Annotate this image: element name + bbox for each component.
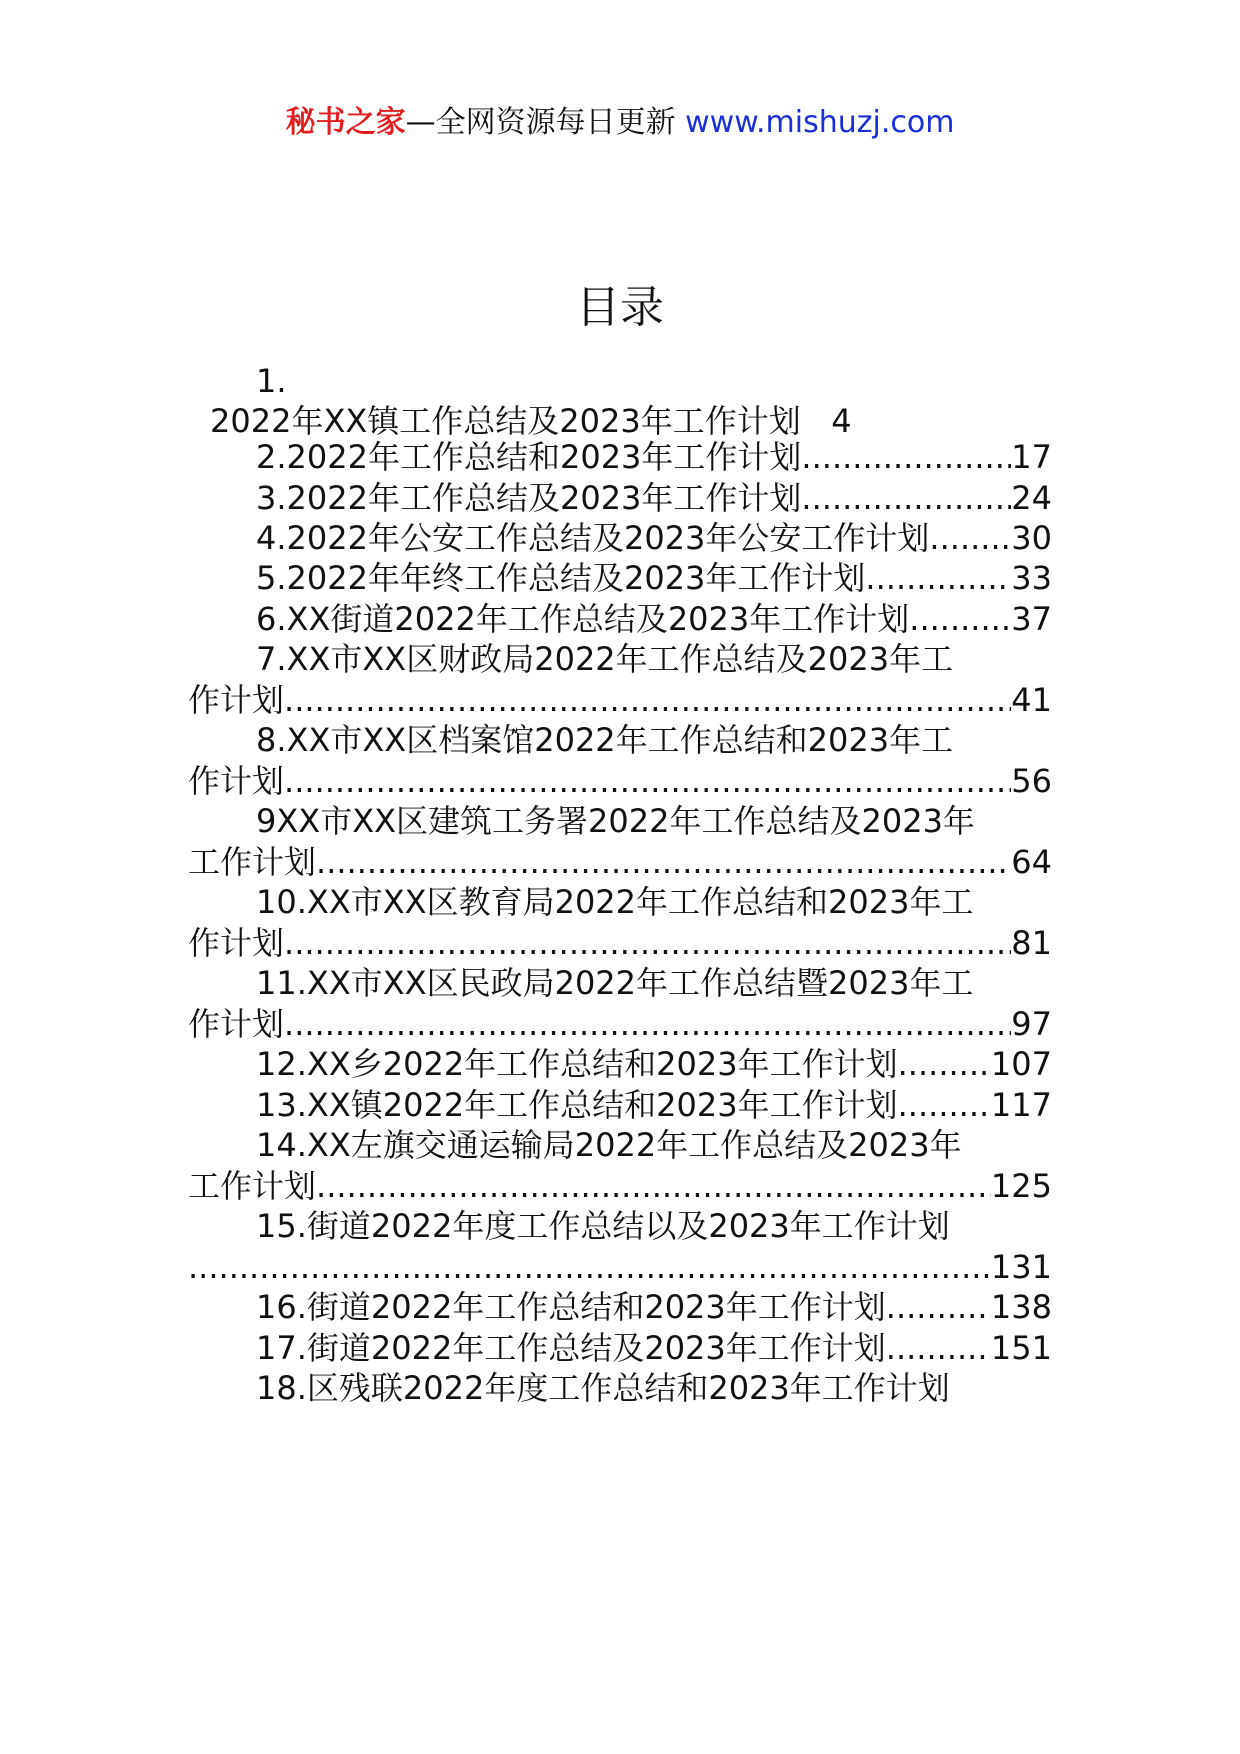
- toc-entry-text: 11.XX市XX区民政局2022年工作总结暨2023年工: [256, 964, 974, 1002]
- page-header: [0, 103, 1240, 143]
- toc-leader: [865, 555, 1011, 601]
- toc-entry-text: 13.XX镇2022年工作总结和2023年工作计划: [256, 1086, 898, 1124]
- toc-page-number: 125: [990, 1167, 1052, 1205]
- toc-page-number: 17: [1011, 438, 1052, 476]
- toc-page-number: 37: [1011, 600, 1052, 638]
- toc-entry-text: 10.XX市XX区教育局2022年工作总结和2023年工: [256, 883, 974, 921]
- toc-entry-text: 2.2022年工作总结和2023年工作计划: [256, 438, 802, 476]
- toc-entry-text: 12.XX乡2022年工作总结和2023年工作计划: [256, 1045, 898, 1083]
- toc-entry[interactable]: [256, 879, 973, 925]
- toc-entry-text: 9XX市XX区建筑工务署2022年工作总结及2023年: [256, 802, 975, 840]
- toc-entry-text: 8.XX市XX区档案馆2022年工作总结和2023年工: [256, 721, 954, 759]
- page-title: 目录: [576, 282, 664, 333]
- toc-entry-text: 1.: [256, 362, 287, 400]
- toc-entry-text: 4.2022年公安工作总结及2023年公安工作计划: [256, 519, 930, 557]
- toc-entry[interactable]: [256, 960, 973, 1006]
- toc-leader: [898, 1041, 991, 1087]
- toc-entry-text: 5.2022年年终工作总结及2023年工作计划: [256, 559, 866, 597]
- toc-entry-text: 作计划: [188, 924, 285, 962]
- toc-entry-text: 16.街道2022年工作总结和2023年工作计划: [256, 1288, 886, 1326]
- toc-entry[interactable]: [188, 1041, 1052, 1087]
- header-slogan: —全网资源每日更新: [405, 105, 676, 140]
- brand-name: 秘书之家: [285, 105, 406, 140]
- toc-entry-text: 18.区残联2022年度工作总结和2023年工作计划: [256, 1369, 950, 1407]
- toc-page-number: 41: [1011, 681, 1052, 719]
- toc-entry[interactable]: [188, 555, 1052, 601]
- toc-page-number: 107: [990, 1045, 1052, 1083]
- toc-entry[interactable]: [256, 636, 953, 682]
- toc-page-number: 64: [1011, 843, 1052, 881]
- toc-entry[interactable]: [256, 1203, 950, 1249]
- toc-page-number: 117: [990, 1086, 1052, 1124]
- toc-page-number: 138: [990, 1288, 1052, 1326]
- toc-entry-text: 6.XX街道2022年工作总结及2023年工作计划: [256, 600, 910, 638]
- toc-entry-text: 15.街道2022年度工作总结以及2023年工作计划: [256, 1207, 950, 1245]
- toc-entry-text: 7.XX市XX区财政局2022年工作总结及2023年工: [256, 640, 954, 678]
- toc-page-number: 131: [990, 1248, 1052, 1286]
- toc-entry-text: 工作计划: [188, 843, 317, 881]
- toc-page-number: 24: [1011, 479, 1052, 517]
- toc-entry-text: 3.2022年工作总结及2023年工作计划: [256, 479, 802, 517]
- toc-entry[interactable]: [256, 1122, 962, 1168]
- toc-entry[interactable]: [256, 798, 975, 844]
- toc-entry[interactable]: [256, 1365, 950, 1411]
- toc-entry-text: 工作计划: [188, 1167, 317, 1205]
- toc-entry-text: 17.街道2022年工作总结及2023年工作计划: [256, 1329, 886, 1367]
- toc-page-number: 151: [990, 1329, 1052, 1367]
- toc-page-number: 56: [1011, 762, 1052, 800]
- toc-entry-text: 作计划: [188, 681, 285, 719]
- toc-entry[interactable]: [188, 434, 1052, 480]
- site-link[interactable]: www.mishuzj.com: [685, 105, 955, 140]
- toc-page-number: 81: [1011, 924, 1052, 962]
- toc-entry-text: 作计划: [188, 1005, 285, 1043]
- toc-leader: [886, 1284, 991, 1330]
- toc-leader: [801, 434, 1011, 480]
- toc-entry-text: 作计划: [188, 762, 285, 800]
- toc-page-number: 30: [1011, 519, 1052, 557]
- toc-entry-text: 2022年XX镇工作总结及2023年工作计划 4: [210, 402, 852, 440]
- toc-entry[interactable]: [188, 1284, 1052, 1330]
- toc-entry-text: 14.XX左旗交通运输局2022年工作总结及2023年: [256, 1126, 962, 1164]
- toc-entry[interactable]: [256, 717, 953, 763]
- toc-page-number: 97: [1011, 1005, 1052, 1043]
- toc-page-number: 33: [1011, 559, 1052, 597]
